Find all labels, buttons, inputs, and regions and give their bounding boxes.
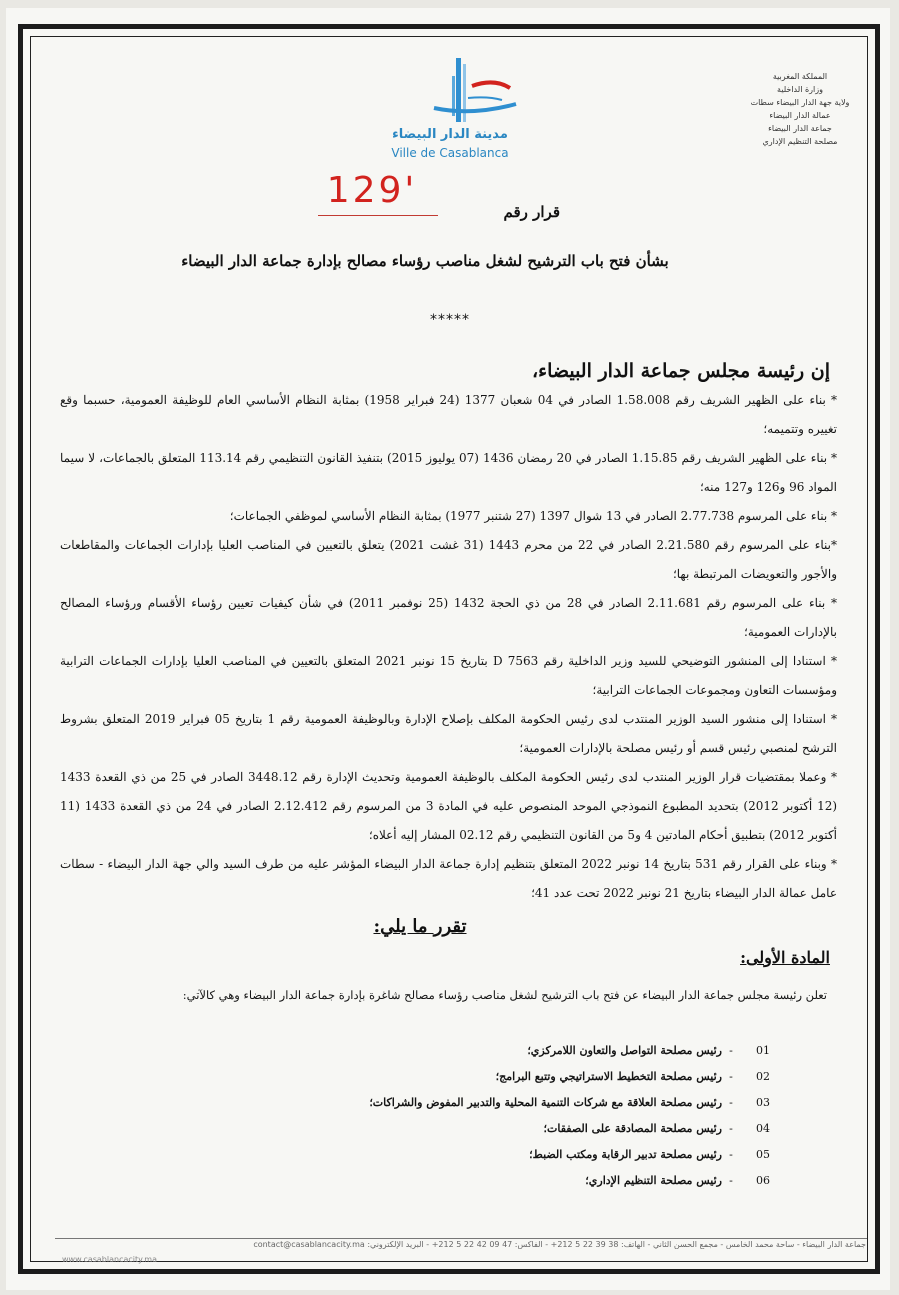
logo-arabic-text: مدينة الدار البيضاء [392, 127, 508, 142]
decision-number-underline [318, 215, 438, 216]
article-title: المادة الأولى: [740, 948, 830, 967]
recitals-list [60, 386, 837, 908]
service-dash: - [729, 1070, 733, 1083]
service-label: رئيس مصلحة التخطيط الاستراتيجي وتتبع البرامج؛ [495, 1070, 722, 1083]
list-item [330, 1090, 770, 1116]
recital-item: * وبناء على القرار رقم 531 بتاريخ 14 نونبر 2022 المتعلق بتنظيم إدارة جماعة الدار البيضاء المؤشر عليه من طرف السيد والي جهة الدار البيضاء - سطات عامل عمالة الدار البيضاء بتاريخ 21 نونبر 2022 تحت عدد 41؛ [60, 857, 837, 900]
ministry-header [740, 70, 860, 148]
ministry-line: المملكة المغربية [772, 72, 828, 81]
article-text: تعلن رئيسة مجلس جماعة الدار البيضاء عن فتح باب الترشيح لشغل مناصب رؤساء مصالح شاغرة بإدارة جماعة الدار البيضاء وهي كالآتي: [182, 988, 827, 1002]
service-number: 05 [756, 1148, 770, 1161]
service-dash: - [729, 1148, 733, 1161]
service-number: 06 [756, 1174, 770, 1187]
recital-item: * استنادا إلى منشور السيد الوزير المنتدب لدى رئيس الحكومة المكلف بإصلاح الإدارة وبالوظيفة العمومية رقم 1 بتاريخ 05 فبراير 2019 المتعلق بشروط الترشح لمنصبي رئيس قسم أو رئيس مصلحة بالإدارات العمومية؛ [60, 712, 837, 755]
service-number: 03 [756, 1096, 770, 1109]
service-label: رئيس مصلحة التنظيم الإداري؛ [585, 1174, 722, 1187]
service-number: 01 [756, 1044, 770, 1057]
recital-item: * بناء على الظهير الشريف رقم 1.58.008 الصادر في 04 شعبان 1377 (24 فبراير 1958) بمثابة النظام الأساسي العام للوظيفة العمومية، حسبما وقع تغييره وتتميمه؛ [60, 393, 838, 436]
decision-label: قرار رقم [503, 203, 560, 221]
ministry-line: وزارة الداخلية [777, 85, 823, 94]
separator: ***** [430, 312, 470, 328]
decides-heading: تقرر ما يلي: [373, 916, 467, 937]
recital-item: *بناء على المرسوم رقم 2.21.580 الصادر في 22 من محرم 1443 (31 غشت 2021) يتعلق بالتعيين في المناصب العليا بإدارات الجماعات والمقاطعات والأجور والتعويضات المرتبطة بها؛ [60, 538, 837, 581]
ministry-line: مصلحة التنظيم الإداري [762, 137, 838, 146]
footer-divider [55, 1238, 867, 1239]
footer-address: جماعة الدار البيضاء - ساحة محمد الخامس - مجمع الحسن الثاني - الهاتف: 38 39 22 5 212+ - الفاكس: 47 09 42 22 5 212+ - البريد الإلكتروني: contact@casablancacity.ma [253, 1240, 866, 1249]
service-label: رئيس مصلحة التواصل والتعاون اللامركزي؛ [527, 1044, 722, 1057]
list-item [330, 1116, 770, 1142]
recital-item: * استنادا إلى المنشور التوضيحي للسيد وزير الداخلية رقم D 7563 بتاريخ 15 نونبر 2021 المتعلق بالتعيين في المناصب العليا بإدارات الجماعات الترابية ومؤسسات التعاون ومجموعات الجماعات الترابية؛ [60, 654, 838, 697]
ministry-line: جماعة الدار البيضاء [768, 124, 832, 133]
service-dash: - [729, 1174, 733, 1187]
services-list [330, 1038, 770, 1194]
recital-item: * بناء على المرسوم 2.77.738 الصادر في 13 شوال 1397 (27 شتنبر 1977) بمثابة النظام الأساسي لموظفي الجماعات؛ [229, 509, 837, 523]
service-dash: - [729, 1044, 733, 1057]
decision-number: 129' [326, 170, 418, 211]
ministry-line: ولاية جهة الدار البيضاء سطات [750, 98, 850, 107]
list-item [330, 1064, 770, 1090]
recital-item: * بناء على المرسوم رقم 2.11.681 الصادر في 28 من ذي الحجة 1432 (25 نوفمبر 2011) في شأن كيفيات تعيين رؤساء الأقسام ورؤساء المصالح بالإدارات العمومية؛ [60, 596, 837, 639]
service-number: 04 [756, 1122, 770, 1135]
service-dash: - [729, 1096, 733, 1109]
president-line: إن رئيسة مجلس جماعة الدار البيضاء، [532, 360, 830, 382]
document-subject: بشأن فتح باب الترشيح لشغل مناصب رؤساء مصالح بإدارة جماعة الدار البيضاء [181, 252, 669, 270]
list-item [330, 1038, 770, 1064]
service-label: رئيس مصلحة العلاقة مع شركات التنمية المحلية والتدبير المفوض والشراكات؛ [369, 1096, 722, 1109]
service-label: رئيس مصلحة المصادقة على الصفقات؛ [543, 1122, 722, 1135]
logo-french-text: Ville de Casablanca [391, 146, 509, 160]
service-number: 02 [756, 1070, 770, 1083]
list-item [330, 1168, 770, 1194]
recital-item: * بناء على الظهير الشريف رقم 1.15.85 الصادر في 20 رمضان 1436 (07 يوليوز 2015) بتنفيذ القانون التنظيمي رقم 113.14 المتعلق بالجماعات، لا سيما المواد 96 و126 و127 منه؛ [60, 451, 838, 494]
service-dash: - [729, 1122, 733, 1135]
recital-item: * وعملا بمقتضيات قرار الوزير المنتدب لدى رئيس الحكومة المكلف بالوظيفة العمومية وتحديث الإدارة رقم 3448.12 الصادر في 25 من ذي القعدة 1433 (12 أكتوبر 2012) بتحديد المطبوع النموذجي الموحد المنصوص عليه في المادة 3 من المرسوم رقم 2.12.412 الصادر في 24 من ذي القعدة 1433 (11 أكتوبر 2012) بتطبيق أحكام المادتين 4 و5 من القانون التنظيمي رقم 02.12 المشار إليه أعلاه؛ [60, 770, 838, 842]
list-item [330, 1142, 770, 1168]
service-label: رئيس مصلحة تدبير الرقابة ومكتب الضبط؛ [529, 1148, 722, 1161]
ministry-line: عمالة الدار البيضاء [769, 111, 831, 120]
footer-website: www.casablancacity.ma [62, 1255, 157, 1264]
